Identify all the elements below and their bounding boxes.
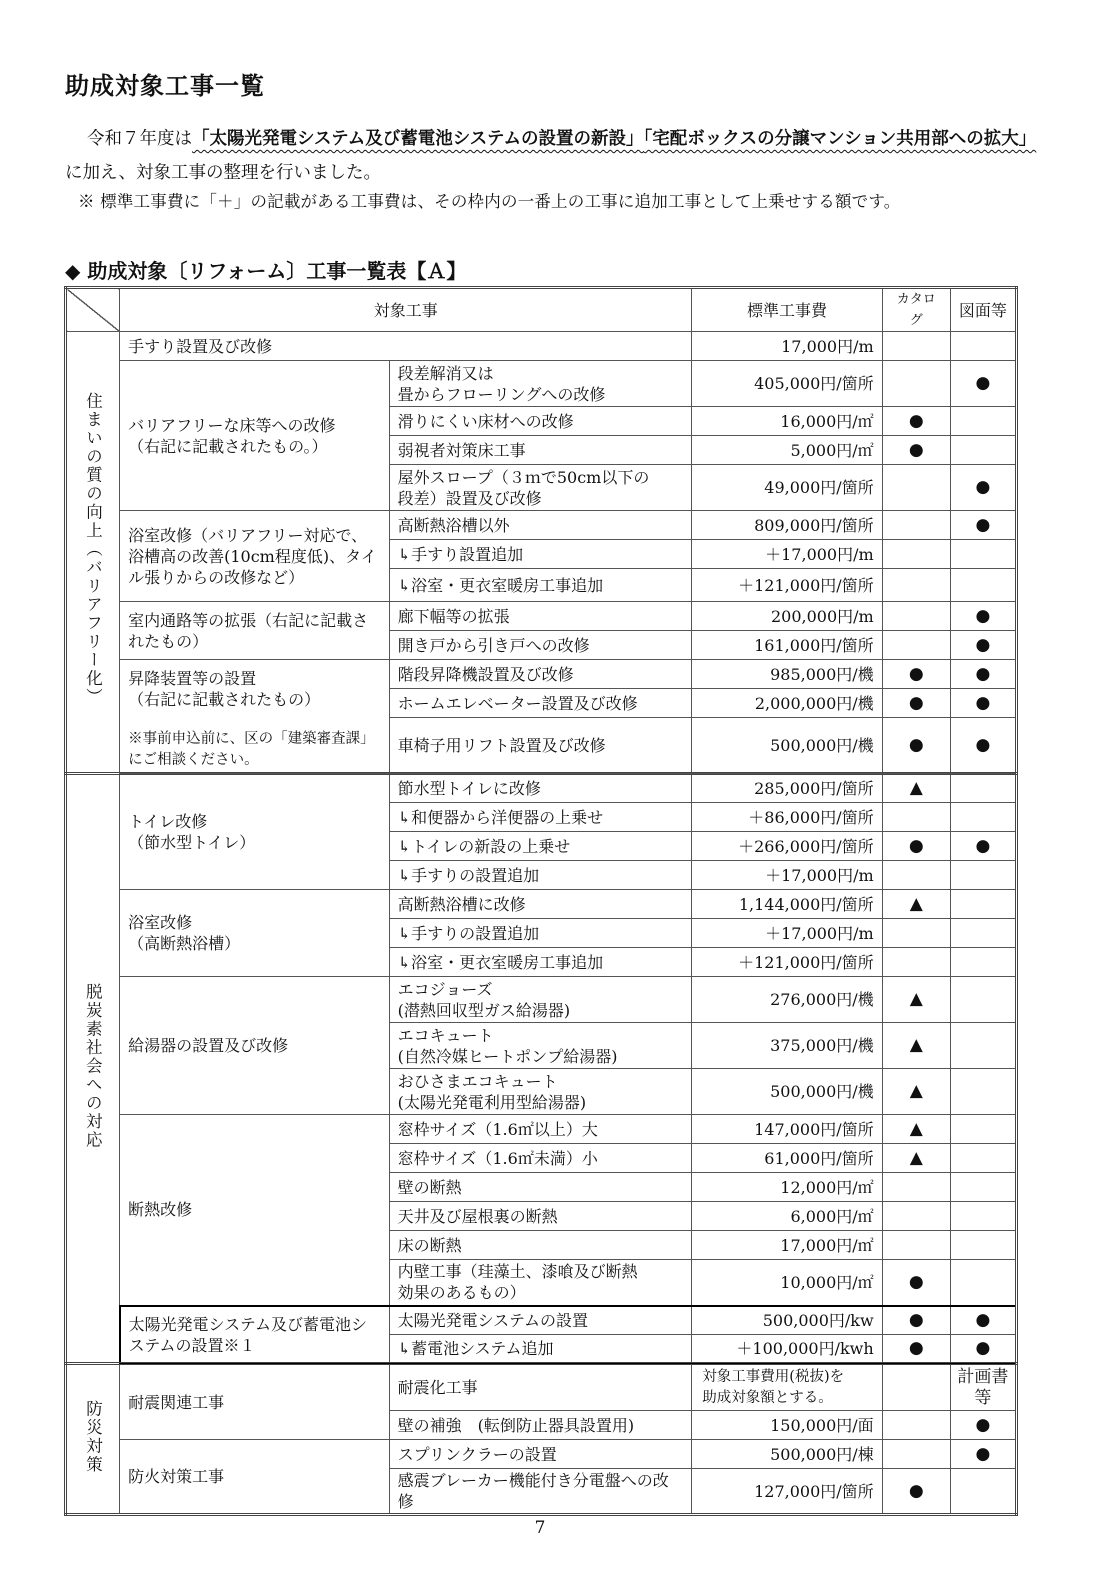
work-group: 耐震関連工事 bbox=[120, 1364, 390, 1440]
catalog-mark bbox=[882, 511, 950, 540]
drawing-mark: ● bbox=[950, 1335, 1016, 1364]
catalog-mark bbox=[882, 631, 950, 660]
work-cost: 16,000円/㎡ bbox=[692, 407, 882, 436]
work-name: ↳手すりの設置追加 bbox=[389, 919, 692, 948]
work-name: おひさまエコキュート (太陽光発電利用型給湯器) bbox=[389, 1069, 692, 1115]
work-name: 窓枠サイズ（1.6㎡以上）大 bbox=[389, 1115, 692, 1144]
work-cost: 10,000円/㎡ bbox=[692, 1260, 882, 1306]
catalog-mark: ▲ bbox=[882, 774, 950, 803]
drawing-mark bbox=[950, 948, 1016, 977]
header-cost: 標準工事費 bbox=[692, 288, 882, 332]
category-decarbonization: 脱炭素社会への対応 bbox=[66, 774, 120, 1364]
drawing-mark bbox=[950, 774, 1016, 803]
drawing-mark: ● bbox=[950, 465, 1016, 511]
drawing-mark bbox=[950, 1115, 1016, 1144]
work-cost: ＋100,000円/kwh bbox=[692, 1335, 882, 1364]
table-row bbox=[66, 602, 1017, 631]
catalog-mark: ▲ bbox=[882, 1115, 950, 1144]
subsidy-work-table bbox=[64, 286, 1018, 1516]
work-name: 滑りにくい床材への改修 bbox=[389, 407, 692, 436]
work-name: ↳蓄電池システム追加 bbox=[389, 1335, 692, 1364]
work-cost: 49,000円/箇所 bbox=[692, 465, 882, 511]
work-cost: ＋17,000円/m bbox=[692, 540, 882, 569]
work-cost: 276,000円/機 bbox=[692, 977, 882, 1023]
work-cost: 500,000円/棟 bbox=[692, 1440, 882, 1469]
work-cost: ＋121,000円/箇所 bbox=[692, 948, 882, 977]
work-group: トイレ改修 （節水型トイレ） bbox=[120, 774, 390, 890]
drawing-mark: ● bbox=[950, 832, 1016, 861]
work-name: スプリンクラーの設置 bbox=[389, 1440, 692, 1469]
catalog-mark: ● bbox=[882, 1260, 950, 1306]
catalog-mark bbox=[882, 332, 950, 361]
work-group-solar: 太陽光発電システム及び蓄電池システムの設置※１ bbox=[120, 1306, 390, 1364]
work-cost: 405,000円/箇所 bbox=[692, 361, 882, 407]
drawing-mark: ● bbox=[950, 361, 1016, 407]
work-name: 屋外スロープ（３ｍで50cm以下の 段差）設置及び改修 bbox=[389, 465, 692, 511]
table-row bbox=[66, 718, 1017, 774]
work-group: 断熱改修 bbox=[120, 1115, 390, 1306]
intro-paragraph bbox=[65, 122, 1040, 190]
work-name: ↳和便器から洋便器の上乗せ bbox=[389, 803, 692, 832]
work-cost: 161,000円/箇所 bbox=[692, 631, 882, 660]
work-cost: ＋121,000円/箇所 bbox=[692, 569, 882, 602]
catalog-mark bbox=[882, 1364, 950, 1411]
table-row bbox=[66, 1306, 1017, 1335]
catalog-mark bbox=[882, 948, 950, 977]
work-name: ↳浴室・更衣室暖房工事追加 bbox=[389, 569, 692, 602]
drawing-mark: ● bbox=[950, 1306, 1016, 1335]
drawing-mark: ● bbox=[950, 511, 1016, 540]
work-name: 手すり設置及び改修 bbox=[120, 332, 692, 361]
work-cost: 500,000円/kw bbox=[692, 1306, 882, 1335]
catalog-mark: ● bbox=[882, 660, 950, 689]
drawing-mark bbox=[950, 1023, 1016, 1069]
work-name: エコキュート (自然冷媒ヒートポンプ給湯器) bbox=[389, 1023, 692, 1069]
drawing-mark bbox=[950, 1260, 1016, 1306]
work-cost: 2,000,000円/機 bbox=[692, 689, 882, 718]
catalog-mark bbox=[882, 602, 950, 631]
work-group-note: ※事前申込前に、区の「建築審査課」にご相談ください。 bbox=[120, 718, 390, 774]
table-row bbox=[66, 332, 1017, 361]
drawing-mark bbox=[950, 919, 1016, 948]
work-cost: ＋86,000円/箇所 bbox=[692, 803, 882, 832]
table-header bbox=[66, 288, 1017, 332]
drawing-mark: ● bbox=[950, 602, 1016, 631]
work-name: 床の断熱 bbox=[389, 1231, 692, 1260]
drawing-mark bbox=[950, 1231, 1016, 1260]
work-name: 耐震化工事 bbox=[389, 1364, 692, 1411]
work-cost: 985,000円/機 bbox=[692, 660, 882, 689]
drawing-mark: ● bbox=[950, 631, 1016, 660]
work-cost: 17,000円/m bbox=[692, 332, 882, 361]
work-name: 天井及び屋根裏の断熱 bbox=[389, 1202, 692, 1231]
table-row bbox=[66, 1440, 1017, 1469]
work-name: 内壁工事（珪藻土、漆喰及び断熱 効果のあるもの） bbox=[389, 1260, 692, 1306]
work-cost: 375,000円/機 bbox=[692, 1023, 882, 1069]
table-row bbox=[66, 361, 1017, 407]
header-work: 対象工事 bbox=[120, 288, 692, 332]
work-name: 高断熱浴槽以外 bbox=[389, 511, 692, 540]
work-name: 階段昇降機設置及び改修 bbox=[389, 660, 692, 689]
work-name: 壁の補強 (転倒防止器具設置用) bbox=[389, 1411, 692, 1440]
work-cost: 500,000円/機 bbox=[692, 1069, 882, 1115]
drawing-mark bbox=[950, 332, 1016, 361]
work-name: 節水型トイレに改修 bbox=[389, 774, 692, 803]
drawing-mark bbox=[950, 540, 1016, 569]
work-cost: 809,000円/箇所 bbox=[692, 511, 882, 540]
work-name: 壁の断熱 bbox=[389, 1173, 692, 1202]
work-cost: ＋17,000円/m bbox=[692, 861, 882, 890]
catalog-mark bbox=[882, 1411, 950, 1440]
table-row bbox=[66, 1115, 1017, 1144]
catalog-mark bbox=[882, 1202, 950, 1231]
page-number: 7 bbox=[534, 1518, 546, 1538]
work-cost: ＋17,000円/m bbox=[692, 919, 882, 948]
drawing-mark bbox=[950, 1469, 1016, 1515]
work-name: ↳手すりの設置追加 bbox=[389, 861, 692, 890]
intro-text-1: 令和７年度は bbox=[87, 129, 192, 149]
catalog-mark: ▲ bbox=[882, 1144, 950, 1173]
catalog-mark: ● bbox=[882, 1469, 950, 1515]
work-name: 高断熱浴槽に改修 bbox=[389, 890, 692, 919]
catalog-mark bbox=[882, 465, 950, 511]
work-name: ホームエレベーター設置及び改修 bbox=[389, 689, 692, 718]
catalog-mark bbox=[882, 361, 950, 407]
work-name: ↳浴室・更衣室暖房工事追加 bbox=[389, 948, 692, 977]
work-name: 段差解消又は 畳からフローリングへの改修 bbox=[389, 361, 692, 407]
drawing-mark bbox=[950, 436, 1016, 465]
drawing-mark bbox=[950, 1202, 1016, 1231]
work-cost: 1,144,000円/箇所 bbox=[692, 890, 882, 919]
drawing-mark: ● bbox=[950, 1411, 1016, 1440]
work-group: 給湯器の設置及び改修 bbox=[120, 977, 390, 1115]
work-cost: 17,000円/㎡ bbox=[692, 1231, 882, 1260]
work-cost: 147,000円/箇所 bbox=[692, 1115, 882, 1144]
work-group: バリアフリーな床等への改修 （右記に記載されたもの。） bbox=[120, 361, 390, 511]
work-cost: 61,000円/箇所 bbox=[692, 1144, 882, 1173]
work-group: 浴室改修（バリアフリー対応で、浴槽高の改善(10cm程度低)、タイル張りからの改修など） bbox=[120, 511, 390, 602]
drawing-mark bbox=[950, 977, 1016, 1023]
work-name: ↳トイレの新設の上乗せ bbox=[389, 832, 692, 861]
drawing-mark bbox=[950, 861, 1016, 890]
catalog-mark: ▲ bbox=[882, 1069, 950, 1115]
catalog-mark: ● bbox=[882, 436, 950, 465]
work-name: 弱視者対策床工事 bbox=[389, 436, 692, 465]
work-cost: 6,000円/㎡ bbox=[692, 1202, 882, 1231]
intro-highlight-1: 「太陽光発電システム及び蓄電池システムの設置の新設」 bbox=[192, 129, 644, 149]
work-name: 車椅子用リフト設置及び改修 bbox=[389, 718, 692, 774]
catalog-mark: ● bbox=[882, 718, 950, 774]
table-row bbox=[66, 511, 1017, 540]
drawing-mark bbox=[950, 890, 1016, 919]
work-cost: 127,000円/箇所 bbox=[692, 1469, 882, 1515]
catalog-mark: ▲ bbox=[882, 1023, 950, 1069]
catalog-mark bbox=[882, 803, 950, 832]
catalog-mark bbox=[882, 540, 950, 569]
catalog-mark: ▲ bbox=[882, 977, 950, 1023]
catalog-mark bbox=[882, 1440, 950, 1469]
intro-text-2: に加え、対象工事の整理を行いました。 bbox=[65, 163, 382, 183]
table-row bbox=[66, 1364, 1017, 1411]
work-group: 室内通路等の拡張（右記に記載されたもの） bbox=[120, 602, 390, 660]
work-group: 浴室改修 （高断熱浴槽） bbox=[120, 890, 390, 977]
drawing-mark: ● bbox=[950, 1440, 1016, 1469]
intro-highlight-2: 「宅配ボックスの分譲マンション共用部への拡大」 bbox=[643, 129, 1037, 149]
catalog-mark bbox=[882, 1231, 950, 1260]
work-cost: 5,000円/㎡ bbox=[692, 436, 882, 465]
work-name: 感震ブレーカー機能付き分電盤への改修 bbox=[389, 1469, 692, 1515]
work-cost: 500,000円/機 bbox=[692, 718, 882, 774]
header-corner bbox=[66, 288, 120, 332]
table-row bbox=[66, 890, 1017, 919]
catalog-mark: ● bbox=[882, 832, 950, 861]
drawing-mark bbox=[950, 407, 1016, 436]
work-name: 太陽光発電システムの設置 bbox=[389, 1306, 692, 1335]
drawing-mark: ● bbox=[950, 689, 1016, 718]
work-name: ↳手すり設置追加 bbox=[389, 540, 692, 569]
catalog-mark bbox=[882, 919, 950, 948]
catalog-mark: ● bbox=[882, 1306, 950, 1335]
work-cost: ＋266,000円/箇所 bbox=[692, 832, 882, 861]
catalog-mark bbox=[882, 1173, 950, 1202]
work-name: エコジョーズ (潜熱回収型ガス給湯器) bbox=[389, 977, 692, 1023]
drawing-mark: ● bbox=[950, 718, 1016, 774]
table-row bbox=[66, 660, 1017, 689]
work-cost: 150,000円/面 bbox=[692, 1411, 882, 1440]
work-group: 防火対策工事 bbox=[120, 1440, 390, 1515]
page-title: 助成対象工事一覧 bbox=[65, 72, 265, 100]
category-barrier-free: 住まいの質の向上（バリアフリー化） bbox=[66, 332, 120, 774]
drawing-mark bbox=[950, 569, 1016, 602]
drawing-mark bbox=[950, 1069, 1016, 1115]
work-cost: 200,000円/m bbox=[692, 602, 882, 631]
catalog-mark: ● bbox=[882, 407, 950, 436]
work-cost: 12,000円/㎡ bbox=[692, 1173, 882, 1202]
work-cost: 285,000円/箇所 bbox=[692, 774, 882, 803]
work-group: 昇降装置等の設置 （右記に記載されたもの） bbox=[120, 660, 390, 718]
catalog-mark: ▲ bbox=[882, 890, 950, 919]
drawing-mark: 計画書等 bbox=[950, 1364, 1016, 1411]
work-name: 廊下幅等の拡張 bbox=[389, 602, 692, 631]
drawing-mark bbox=[950, 1144, 1016, 1173]
cost-note: ※ 標準工事費に「＋」の記載がある工事費は、その枠内の一番上の工事に追加工事として上乗せする額です。 bbox=[78, 192, 901, 211]
drawing-mark: ● bbox=[950, 660, 1016, 689]
catalog-mark bbox=[882, 569, 950, 602]
drawing-mark bbox=[950, 1173, 1016, 1202]
catalog-mark bbox=[882, 861, 950, 890]
catalog-mark: ● bbox=[882, 1335, 950, 1364]
catalog-mark: ● bbox=[882, 689, 950, 718]
table-row bbox=[66, 977, 1017, 1023]
work-cost: 対象工事費用(税抜)を 助成対象額とする。 bbox=[692, 1364, 882, 1411]
work-name: 開き戸から引き戸への改修 bbox=[389, 631, 692, 660]
work-name: 窓枠サイズ（1.6㎡未満）小 bbox=[389, 1144, 692, 1173]
header-catalog: カタログ bbox=[882, 288, 950, 332]
drawing-mark bbox=[950, 803, 1016, 832]
table-title: ◆ 助成対象〔リフォーム〕工事一覧表【Ａ】 bbox=[65, 259, 467, 283]
category-disaster-prevention: 防災対策 bbox=[66, 1364, 120, 1515]
header-drawing: 図面等 bbox=[950, 288, 1016, 332]
table-row bbox=[66, 774, 1017, 803]
